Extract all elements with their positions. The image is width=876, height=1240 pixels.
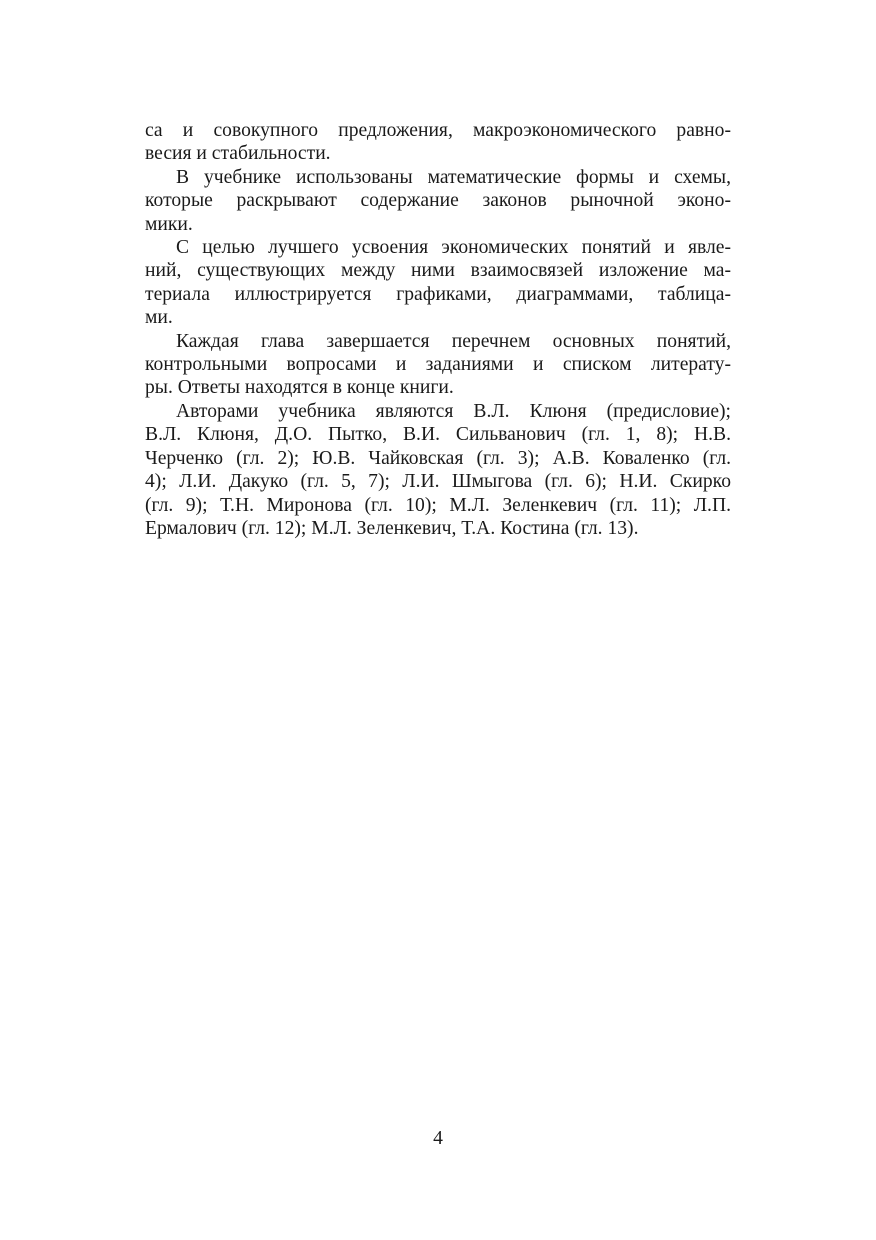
page-number: 4: [433, 1128, 443, 1149]
text-line: В учебнике использованы математические формы и схемы,: [176, 166, 731, 188]
text-line: Каждая глава завершается перечнем основных понятий,: [176, 330, 731, 352]
text-line: Ермалович (гл. 12); М.Л. Зеленкевич, Т.А. Костина (гл. 13).: [145, 517, 639, 539]
body-text: [145, 119, 731, 540]
text-line: ний, существующих между ними взаимосвязей изложение ма-: [145, 260, 731, 282]
paragraph-continuation: [145, 119, 731, 166]
text-line: (гл. 9); Т.Н. Миронова (гл. 10); М.Л. Зеленкевич (гл. 11); Л.П.: [145, 494, 731, 516]
text-line: контрольными вопросами и заданиями и списком литерату-: [145, 354, 731, 376]
text-line: Черченко (гл. 2); Ю.В. Чайковская (гл. 3); А.В. Коваленко (гл.: [145, 447, 731, 469]
text-line: весия и стабильности.: [145, 143, 331, 165]
text-line: териала иллюстрируется графиками, диаграммами, таблица-: [145, 283, 731, 305]
text-line: мики.: [145, 213, 193, 235]
paragraph-math-forms: [145, 166, 731, 236]
text-line: Авторами учебника являются В.Л. Клюня (предисловие);: [176, 400, 731, 422]
text-line: В.Л. Клюня, Д.О. Пытко, В.И. Сильванович (гл. 1, 8); Н.В.: [145, 424, 731, 446]
text-line: С целью лучшего усвоения экономических понятий и явле-: [176, 237, 731, 259]
text-line: ры. Ответы находятся в конце книги.: [145, 377, 454, 399]
text-line: которые раскрывают содержание законов рыночной эконо-: [145, 190, 731, 212]
text-line: са и совокупного предложения, макроэкономического равно-: [145, 120, 731, 141]
paragraph-illustrations: [145, 236, 731, 330]
paragraph-chapter-structure: [145, 330, 731, 400]
text-line: ми.: [145, 307, 173, 329]
paragraph-authors: [145, 400, 731, 540]
text-line: 4); Л.И. Дакуко (гл. 5, 7); Л.И. Шмыгова (гл. 6); Н.И. Скирко: [145, 471, 731, 493]
